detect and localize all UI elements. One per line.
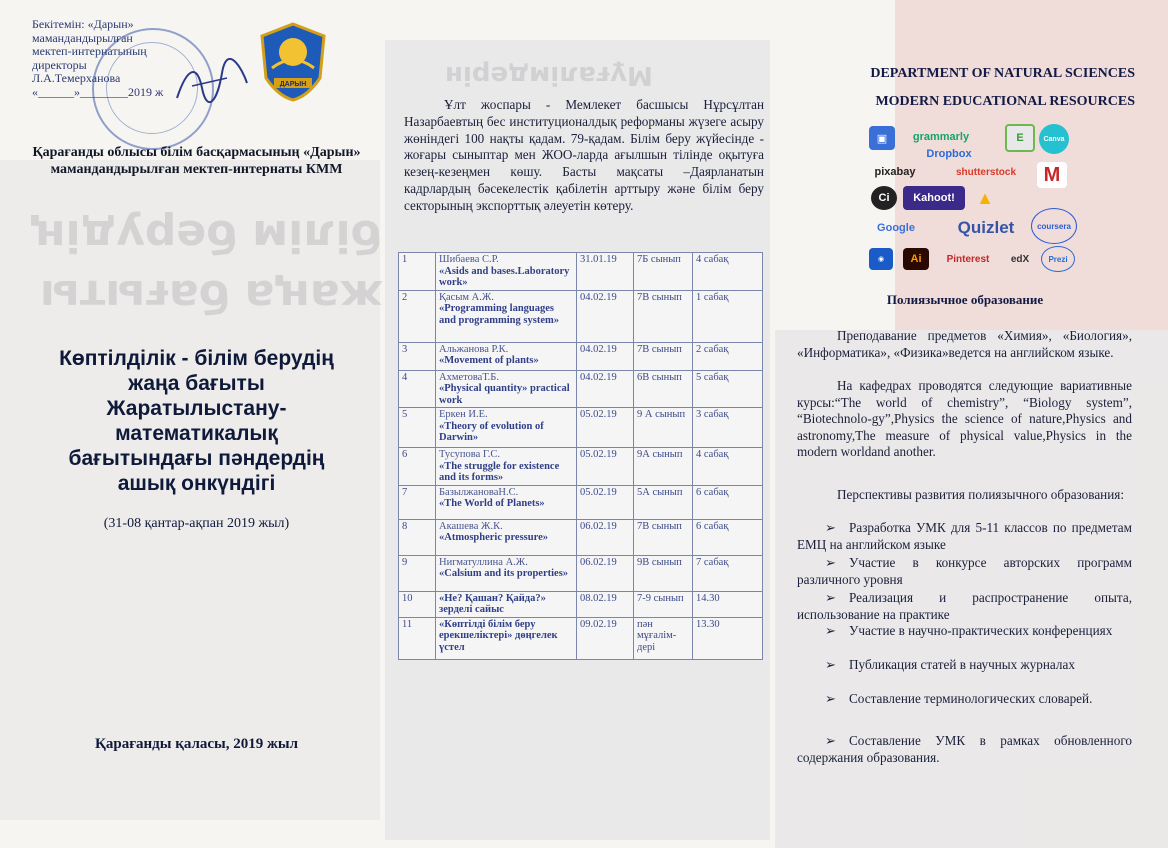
- title-line: Көптілділік - білім берудің: [59, 347, 334, 370]
- table-row: [399, 519, 763, 555]
- teacher-name: БазылжановаН.С.: [439, 486, 519, 498]
- cell-teacher-topic: [436, 448, 577, 486]
- cell-teacher-topic: [436, 617, 577, 659]
- lesson-topic: «Asids and bases.Laboratory work»: [439, 265, 570, 288]
- arrow-bullet-icon: ➢: [825, 555, 837, 570]
- daryn-logo: [258, 22, 328, 102]
- cell-class: пән мұғалім-дері: [634, 617, 693, 659]
- department-header: [795, 60, 1135, 116]
- teacher-name: Тусупова Г.С.: [439, 449, 501, 460]
- title-line: математикалық: [115, 422, 278, 445]
- cell-lesson: 1 сабақ: [693, 290, 763, 342]
- organization-name: Қарағанды облысы білім басқармасының «Дарын» мамандандырылған мектеп-интернаты КММ: [32, 145, 361, 177]
- approval-line: Л.А.Темерханова: [32, 71, 121, 85]
- shutterstock-logo: shutterstock: [955, 166, 1016, 178]
- lesson-topic: «Не? Қашан? Қайда?» зерделі сайыс: [439, 592, 546, 615]
- approval-block: [32, 18, 202, 99]
- cell-date: 09.02.19: [577, 617, 634, 659]
- cell-number: 7: [399, 485, 436, 519]
- bullet-item: [797, 657, 1132, 674]
- gmail-icon: M: [1037, 162, 1067, 188]
- bullet-text: Участие в конкурсе авторских программ различного уровня: [797, 555, 1132, 587]
- teacher-name: Қасым А.Ж.: [439, 291, 494, 303]
- lesson-topic: «Programming languages and programming system»: [439, 303, 559, 326]
- cell-class: 9А сынып: [634, 448, 693, 486]
- paragraph-perspectives: Перспективы развития полиязычного образования:: [837, 487, 1125, 502]
- bullet-text: Реализация и распространение опыта, использование на практике: [797, 590, 1132, 622]
- bullet-item: [797, 623, 1132, 640]
- department-title: DEPARTMENT OF NATURAL SCIENCES: [870, 66, 1135, 81]
- bullet-text: Участие в научно-практических конференциях: [849, 623, 1113, 638]
- table-row: [399, 617, 763, 659]
- cell-lesson: 7 сабақ: [693, 555, 763, 591]
- approval-line: Бекітемін: «Дарын»: [32, 17, 134, 31]
- table-row: [399, 408, 763, 448]
- lesson-topic: «The World of Planets»: [439, 498, 545, 509]
- teacher-name: Еркен И.Е.: [439, 409, 488, 420]
- cell-number: 4: [399, 370, 436, 408]
- lesson-topic: «Atmospheric pressure»: [439, 532, 548, 543]
- cell-date: 06.02.19: [577, 519, 634, 555]
- bullet-item: [797, 555, 1132, 588]
- plickers-icon: ◉: [869, 248, 893, 270]
- cell-number: 1: [399, 253, 436, 291]
- bullet-item: [797, 590, 1132, 623]
- arrow-bullet-icon: ➢: [825, 657, 837, 672]
- cell-class: 7В сынып: [634, 290, 693, 342]
- section-title: Полиязычное образование: [886, 292, 1044, 307]
- cell-number: 11: [399, 617, 436, 659]
- pinterest-logo: Pinterest: [946, 253, 990, 265]
- cell-teacher-topic: [436, 253, 577, 291]
- quizlet-logo: Quizlet: [957, 218, 1015, 237]
- table-row: [399, 591, 763, 617]
- classroom-icon: Ci: [871, 186, 897, 210]
- lesson-topic: «Theory of evolution of Darwin»: [439, 420, 544, 443]
- approval-line: мамандандырылған: [32, 30, 133, 45]
- background-watermark: білім берудің: [30, 210, 382, 261]
- cell-number: 8: [399, 519, 436, 555]
- screen-icon: ▣: [869, 126, 895, 150]
- cell-number: 10: [399, 591, 436, 617]
- cell-class: 7Б сынып: [634, 253, 693, 291]
- coursera-logo: coursera: [1031, 208, 1077, 244]
- main-title: [24, 346, 369, 496]
- cell-date: 06.02.19: [577, 555, 634, 591]
- arrow-bullet-icon: ➢: [825, 590, 837, 605]
- table-row: [399, 370, 763, 408]
- cell-teacher-topic: [436, 370, 577, 408]
- cell-class: 5А сынып: [634, 485, 693, 519]
- cell-teacher-topic: [436, 519, 577, 555]
- paragraph-subjects: Преподавание предметов «Химия», «Биология», «Информатика», «Физика»ведется на английском языке.: [797, 328, 1132, 360]
- cell-date: 31.01.19: [577, 253, 634, 291]
- teacher-name: Альжанова Р.К.: [439, 343, 509, 355]
- cell-teacher-topic: [436, 342, 577, 370]
- cell-lesson: 4 сабақ: [693, 448, 763, 486]
- bullet-text: Составление УМК в рамках обновленного содержания образования.: [797, 733, 1132, 765]
- grammarly-logo: grammarly: [912, 131, 970, 143]
- cell-class: 7-9 сынып: [634, 591, 693, 617]
- cell-teacher-topic: [436, 591, 577, 617]
- title-line: Жаратылыстану-: [106, 397, 287, 420]
- approval-line: «______»________2019 ж: [32, 84, 164, 99]
- excel-icon: E: [1005, 124, 1035, 152]
- schedule-table: [398, 252, 763, 660]
- canva-logo: Canva: [1039, 124, 1069, 154]
- cell-lesson: 14.30: [693, 591, 763, 617]
- teacher-name: Шибаева С.Р.: [439, 254, 499, 265]
- cell-lesson: 6 сабақ: [693, 485, 763, 519]
- illustrator-icon: Ai: [903, 248, 929, 270]
- drive-icon: ▲: [976, 187, 994, 208]
- arrow-bullet-icon: ➢: [825, 623, 837, 638]
- cell-date: 04.02.19: [577, 342, 634, 370]
- approval-line: директоры: [32, 57, 87, 72]
- bullet-item: [797, 520, 1132, 553]
- city-year: Қарағанды қаласы, 2019 жыл: [94, 736, 299, 752]
- google-forms-logo: Google: [877, 222, 915, 234]
- left-panel: [0, 0, 385, 848]
- middle-panel: [385, 0, 775, 848]
- cell-number: 6: [399, 448, 436, 486]
- arrow-bullet-icon: ➢: [825, 733, 837, 748]
- arrow-bullet-icon: ➢: [825, 691, 837, 706]
- cell-teacher-topic: [436, 485, 577, 519]
- cell-lesson: 5 сабақ: [693, 370, 763, 408]
- cell-lesson: 4 сабақ: [693, 253, 763, 291]
- table-row: [399, 342, 763, 370]
- cell-lesson: 3 сабақ: [693, 408, 763, 448]
- cell-class: 6В сынып: [634, 370, 693, 408]
- prezi-logo: Prezi: [1041, 246, 1075, 272]
- intro-paragraph: Ұлт жоспары - Мемлекет басшысы Нұрсұлтан Назарбаевтың бес институционалдық реформаны жүзеге асыру жөніндегі 100 нақты қадам. 79-қадам. Білім беру жүйесінде - жоғары сыныптар мен ЖОО-ларда ағылшын тілінде оқытуға кезең-кезеңмен көшу. Басты мақсаты –Даярланатын кадрлардың бәсекелестік қабілетін арттыру және білім беру секторының экспорттық әлеуетін көтеру.: [404, 97, 764, 213]
- cell-lesson: 2 сабақ: [693, 342, 763, 370]
- bullet-item: [797, 733, 1132, 766]
- cell-number: 3: [399, 342, 436, 370]
- cell-class: 9В сынып: [634, 555, 693, 591]
- cell-lesson: 13.30: [693, 617, 763, 659]
- cell-date: 05.02.19: [577, 485, 634, 519]
- logo-text: ДАРЫН: [279, 81, 307, 88]
- cell-date: 05.02.19: [577, 408, 634, 448]
- approval-line: мектеп-интернатының: [32, 44, 147, 58]
- title-line: бағытындағы пәндердің: [68, 447, 325, 470]
- background-watermark: Мұғалімдерін: [445, 60, 653, 90]
- bullet-text: Разработка УМК для 5-11 классов по предметам ЕМЦ на английском языке: [797, 520, 1132, 552]
- cell-number: 2: [399, 290, 436, 342]
- event-dates: (31-08 қантар-ақпан 2019 жыл): [103, 516, 290, 531]
- cell-teacher-topic: [436, 408, 577, 448]
- cell-teacher-topic: [436, 290, 577, 342]
- title-line: ашық онкүндігі: [117, 472, 276, 495]
- resource-logos: [865, 124, 1080, 274]
- cell-date: 04.02.19: [577, 370, 634, 408]
- cell-date: 08.02.19: [577, 591, 634, 617]
- cell-number: 9: [399, 555, 436, 591]
- lesson-topic: «Көптілді білім беру ерекшеліктері» дөңгелек үстел: [439, 618, 558, 653]
- table-row: [399, 290, 763, 342]
- paragraph-courses: На кафедрах проводятся следующие вариативные курсы:“The world of chemistry”, “Biology system”, “Biotechnolo-gy”,Physics the science of nature,Physics and astronomy,The measure of physical value,Physics in the modern worldand another.: [797, 378, 1132, 460]
- kahoot-logo: Kahoot!: [903, 186, 965, 210]
- teacher-name: Акашева Ж.К.: [439, 520, 503, 532]
- cell-date: 05.02.19: [577, 448, 634, 486]
- table-row: [399, 555, 763, 591]
- cell-class: 9 А сынып: [634, 408, 693, 448]
- table-row: [399, 485, 763, 519]
- background-watermark: жаңа бағыты: [40, 270, 384, 321]
- cell-class: 7В сынып: [634, 519, 693, 555]
- lesson-topic: «Movement of plants»: [439, 355, 539, 366]
- title-line: жаңа бағыты: [128, 372, 265, 395]
- bullet-item: [797, 691, 1132, 708]
- cell-lesson: 6 сабақ: [693, 519, 763, 555]
- bullet-text: Публикация статей в научных журналах: [849, 657, 1075, 672]
- cell-class: 7В сынып: [634, 342, 693, 370]
- cell-date: 04.02.19: [577, 290, 634, 342]
- lesson-topic: «Calsium and its properties»: [439, 568, 569, 579]
- lesson-topic: «Physical quantity» practical work: [439, 383, 570, 406]
- table-row: [399, 253, 763, 291]
- lesson-topic: «The struggle for existence and its forms»: [439, 460, 560, 483]
- arrow-bullet-icon: ➢: [825, 520, 837, 535]
- right-panel: [775, 0, 1168, 848]
- teacher-name: Нигматуллина А.Ж.: [439, 556, 528, 568]
- cell-number: 5: [399, 408, 436, 448]
- pixabay-logo: pixabay: [874, 166, 916, 178]
- edx-logo: edX: [1010, 253, 1030, 265]
- cell-teacher-topic: [436, 555, 577, 591]
- bullet-text: Составление терминологических словарей.: [849, 691, 1093, 706]
- teacher-name: АхметоваТ.Б.: [439, 371, 499, 383]
- dropbox-logo: Dropbox: [926, 148, 972, 160]
- table-row: [399, 448, 763, 486]
- resources-title: MODERN EDUCATIONAL RESOURCES: [875, 94, 1135, 109]
